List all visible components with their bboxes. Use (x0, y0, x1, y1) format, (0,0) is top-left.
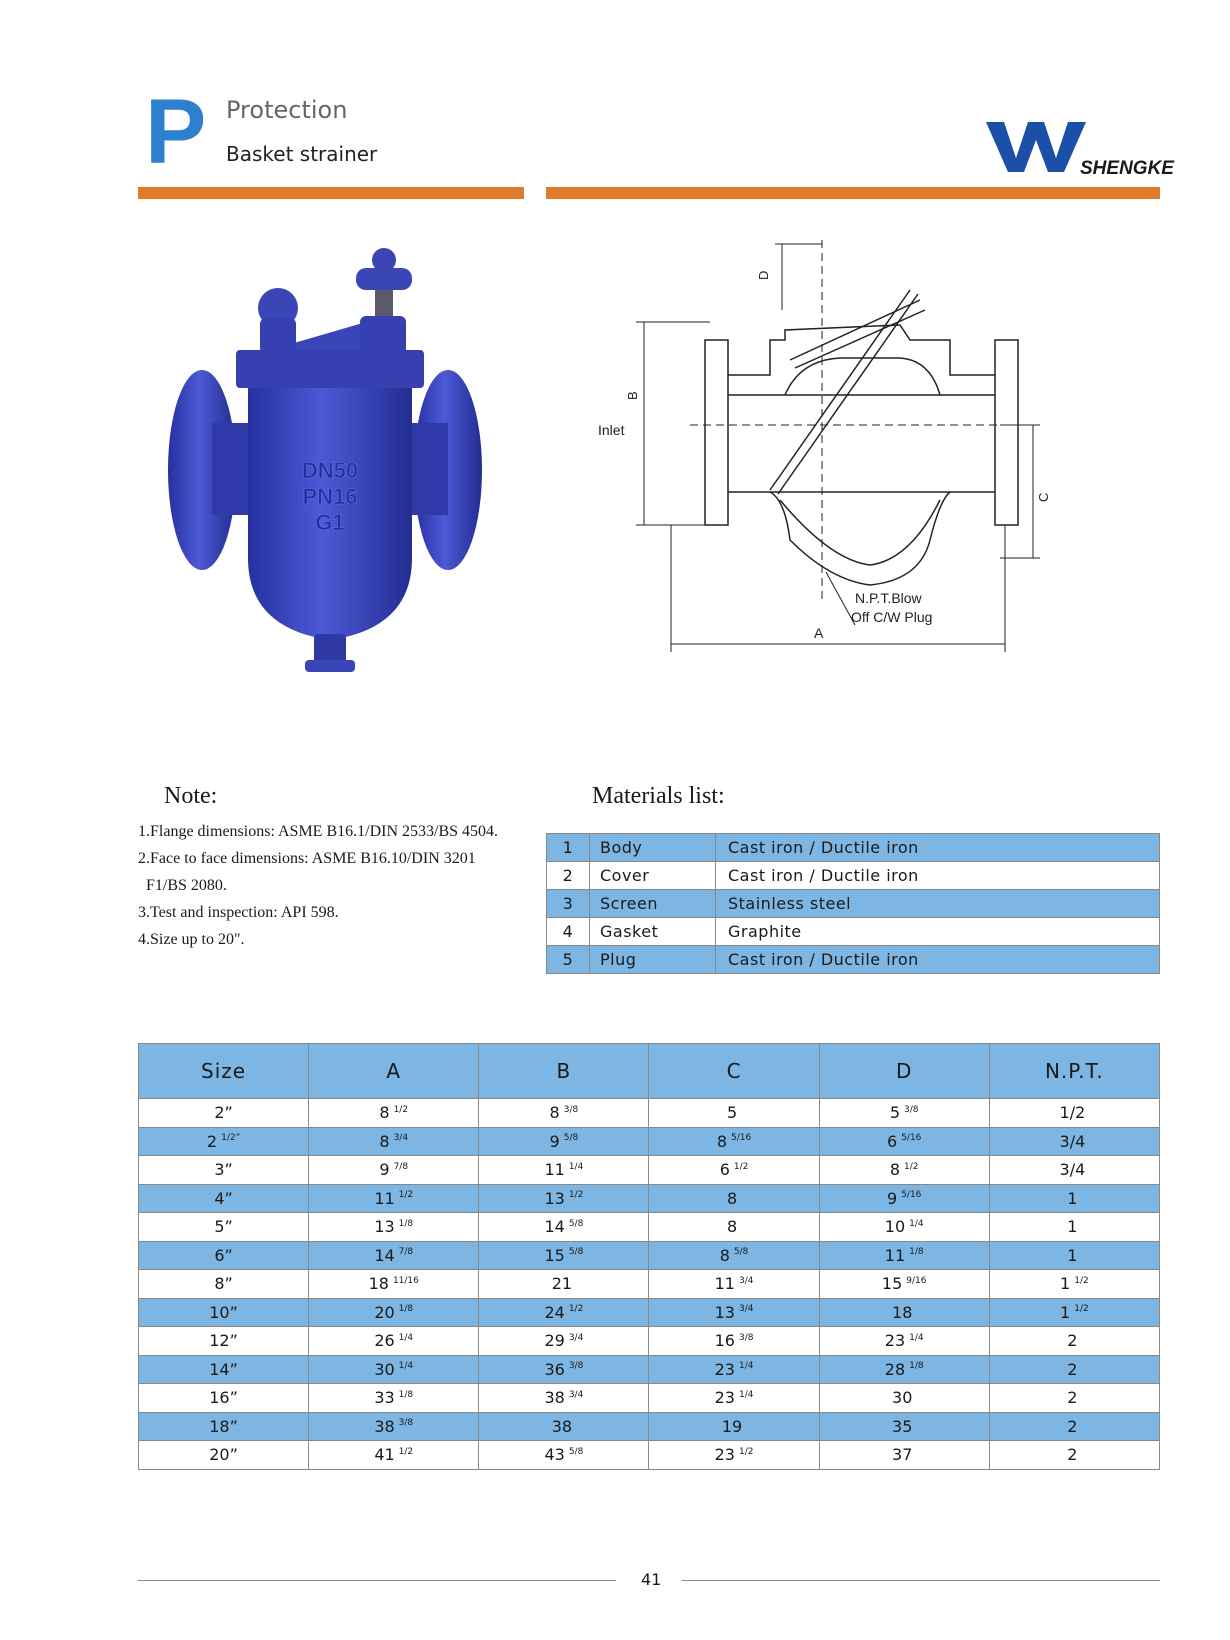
table-row (139, 1441, 1160, 1470)
cell-value: 1 (1067, 1188, 1078, 1208)
cell-value: 15 (881, 1274, 903, 1294)
cell-value: 5 (889, 1103, 901, 1123)
dimensions-header-row (139, 1044, 1160, 1099)
cell-fraction: 1/2 (904, 1161, 919, 1172)
cell-fraction: 3/4 (393, 1133, 409, 1144)
cell-value: 8 (214, 1274, 225, 1294)
cell-value: 14 (374, 1245, 395, 1265)
table-cell (649, 1384, 819, 1413)
table-cell (139, 1355, 309, 1384)
table-row (139, 1412, 1160, 1441)
table-cell (649, 1184, 819, 1213)
table-cell (309, 1298, 479, 1327)
cell-value: 6 (887, 1131, 898, 1151)
table-cell (309, 1441, 479, 1470)
table-cell (479, 1241, 649, 1270)
table-row (139, 1298, 1160, 1327)
table-row (139, 1241, 1160, 1270)
cell-value: 3 (214, 1160, 225, 1180)
cell-value: 38 (551, 1416, 573, 1436)
cell-fraction: 1/2 (733, 1161, 749, 1172)
cell-value: 23 (884, 1331, 906, 1351)
cell-value: 11 (374, 1188, 395, 1208)
table-cell (309, 1327, 479, 1356)
cell-fraction: 3/4 (738, 1304, 754, 1315)
cell-fraction: 1/4 (738, 1389, 754, 1400)
table-cell (819, 1156, 989, 1185)
cell-value: 41 (374, 1445, 395, 1465)
cell-value: 18 (368, 1274, 389, 1294)
table-row (139, 1099, 1160, 1128)
cell-fraction: 1/4 (909, 1218, 924, 1229)
dim-label-a: A (814, 625, 824, 641)
cell-fraction: 1/2” (221, 1133, 241, 1144)
part-material: Graphite (716, 918, 1160, 946)
cell-fraction: ” (229, 1302, 238, 1322)
cell-value: 8 (379, 1131, 390, 1151)
cell-value: 20 (374, 1302, 395, 1322)
table-row (139, 1213, 1160, 1242)
cell-fraction: 7/8 (398, 1247, 414, 1258)
cell-value: 9 (549, 1131, 560, 1151)
cell-fraction: 1/8 (909, 1247, 924, 1258)
cell-value: 10 (884, 1217, 906, 1237)
table-cell (479, 1156, 649, 1185)
table-cell (309, 1384, 479, 1413)
cell-value: 14 (544, 1217, 565, 1237)
cell-value: 6 (719, 1160, 730, 1180)
table-cell (479, 1213, 649, 1242)
col-header-size: Size (139, 1044, 309, 1099)
table-cell (139, 1327, 309, 1356)
cell-fraction: 1/4 (398, 1361, 414, 1372)
cell-value: 38 (374, 1416, 395, 1436)
table-cell (139, 1412, 309, 1441)
materials-row (547, 890, 1160, 918)
cell-fraction: 5/8 (568, 1247, 584, 1258)
cell-value: 1 (1060, 1302, 1071, 1322)
cell-value: 21 (551, 1274, 573, 1294)
table-cell (819, 1355, 989, 1384)
part-name: Cover (590, 862, 716, 890)
dim-label-c: C (1036, 492, 1051, 502)
notes-list (138, 818, 498, 953)
table-cell (139, 1384, 309, 1413)
cell-fraction: 3/8 (904, 1104, 919, 1115)
cell-fraction: 5/8 (733, 1247, 749, 1258)
table-cell (989, 1184, 1159, 1213)
cell-fraction: 5/8 (563, 1133, 579, 1144)
dim-label-b: B (625, 391, 640, 400)
section-letter: P (145, 81, 207, 183)
cell-value: 3/4 (1059, 1160, 1086, 1180)
cell-value: 14 (209, 1359, 230, 1379)
cell-value: 43 (544, 1445, 565, 1465)
cell-value: 6 (214, 1245, 225, 1265)
cell-value: 2 (1067, 1359, 1078, 1379)
col-header-npt: N.P.T. (989, 1044, 1159, 1099)
part-name: Body (590, 834, 716, 862)
cell-fraction: ” (224, 1217, 233, 1237)
cell-value: 9 (887, 1188, 898, 1208)
table-cell (649, 1156, 819, 1185)
cell-value: 33 (374, 1388, 395, 1408)
table-cell (309, 1184, 479, 1213)
cell-value: 28 (884, 1359, 906, 1379)
table-cell (479, 1327, 649, 1356)
cell-fraction: 5/8 (568, 1218, 584, 1229)
cell-fraction: ” (224, 1274, 233, 1294)
table-cell (819, 1184, 989, 1213)
cell-fraction: ” (224, 1188, 233, 1208)
table-cell (819, 1384, 989, 1413)
cell-fraction: 1/2 (398, 1190, 414, 1201)
cell-fraction: ” (224, 1160, 233, 1180)
part-material: Cast iron / Ductile iron (716, 862, 1160, 890)
part-material: Cast iron / Ductile iron (716, 834, 1160, 862)
part-number: 3 (547, 890, 590, 918)
materials-row (547, 918, 1160, 946)
part-material: Cast iron / Ductile iron (716, 946, 1160, 974)
note-item: F1/BS 2080. (138, 877, 227, 894)
table-cell (309, 1156, 479, 1185)
table-cell (139, 1156, 309, 1185)
part-name: Gasket (590, 918, 716, 946)
cell-value: 1 (1060, 1274, 1071, 1294)
cell-value: 2 (1067, 1331, 1078, 1351)
table-cell (989, 1355, 1159, 1384)
cell-fraction: 1/4 (568, 1161, 584, 1172)
footer-rule-right (682, 1580, 1160, 1581)
dim-label-d: D (756, 270, 771, 280)
cell-value: 16 (714, 1331, 735, 1351)
table-cell (479, 1441, 649, 1470)
cell-value: 5 (214, 1217, 225, 1237)
table-cell (309, 1355, 479, 1384)
header-rule-right (546, 187, 1160, 199)
cell-value: 23 (714, 1445, 735, 1465)
cell-value: 38 (544, 1388, 565, 1408)
product-photo (160, 248, 500, 698)
cell-value: 8 (719, 1245, 730, 1265)
cast-text-1: DN50 (301, 458, 359, 483)
cell-value: 8 (726, 1188, 738, 1208)
table-cell (649, 1298, 819, 1327)
table-cell (479, 1384, 649, 1413)
table-cell (479, 1355, 649, 1384)
cell-value: 5 (726, 1103, 738, 1123)
table-cell (989, 1412, 1159, 1441)
cell-value: 12 (209, 1331, 230, 1351)
table-cell (479, 1412, 649, 1441)
cast-text-2: PN16 (302, 484, 358, 509)
cell-fraction: 1/4 (738, 1361, 754, 1372)
cell-value: 11 (884, 1245, 906, 1265)
materials-title: Materials list: (592, 783, 725, 809)
cell-value: 26 (374, 1331, 395, 1351)
cell-fraction: ” (229, 1445, 238, 1465)
note-item: 3.Test and inspection: API 598. (138, 904, 339, 921)
cell-value: 8 (716, 1131, 728, 1151)
cell-fraction: 3/4 (568, 1332, 584, 1343)
table-cell (139, 1441, 309, 1470)
table-cell (989, 1213, 1159, 1242)
cell-fraction: ” (224, 1245, 233, 1265)
table-cell (649, 1099, 819, 1128)
cell-fraction: 3/4 (568, 1389, 584, 1400)
table-cell (139, 1213, 309, 1242)
dimension-drawing (600, 240, 1080, 690)
cell-value: 1 (1067, 1245, 1078, 1265)
cell-value: 8 (549, 1103, 560, 1123)
table-cell (989, 1298, 1159, 1327)
part-number: 1 (547, 834, 590, 862)
cell-value: 15 (544, 1245, 565, 1265)
table-cell (819, 1441, 989, 1470)
cell-fraction: 3/8 (563, 1104, 579, 1115)
table-cell (989, 1441, 1159, 1470)
table-cell (819, 1213, 989, 1242)
table-row (139, 1184, 1160, 1213)
part-number: 5 (547, 946, 590, 974)
part-number: 4 (547, 918, 590, 946)
cell-fraction: 11/16 (392, 1275, 419, 1286)
cell-value: 35 (892, 1416, 913, 1436)
cell-fraction: 3/8 (568, 1361, 584, 1372)
cell-value: 18 (209, 1416, 230, 1436)
cell-value: 37 (892, 1445, 913, 1465)
cell-fraction: 1/8 (909, 1361, 924, 1372)
product-title: Basket strainer (226, 142, 378, 166)
cell-value: 29 (544, 1331, 565, 1351)
table-cell (989, 1270, 1159, 1299)
note-item: 1.Flange dimensions: ASME B16.1/DIN 2533/BS 4504. (138, 823, 499, 840)
table-cell (819, 1298, 989, 1327)
table-cell (309, 1127, 479, 1156)
cell-value: 1 (1067, 1217, 1078, 1237)
cell-value: 10 (209, 1302, 230, 1322)
table-cell (649, 1412, 819, 1441)
table-cell (139, 1099, 309, 1128)
npt-label-2: Off C/W Plug (851, 609, 933, 625)
materials-table (546, 833, 1160, 974)
table-cell (989, 1156, 1159, 1185)
table-cell (309, 1213, 479, 1242)
table-cell (139, 1298, 309, 1327)
cell-fraction: 3/8 (398, 1418, 414, 1429)
npt-label-1: N.P.T.Blow (855, 590, 922, 606)
part-name: Screen (590, 890, 716, 918)
cell-value: 11 (544, 1160, 565, 1180)
table-cell (819, 1127, 989, 1156)
table-cell (309, 1270, 479, 1299)
table-cell (989, 1327, 1159, 1356)
cell-value: 2 (1067, 1445, 1078, 1465)
cell-fraction: 3/4 (738, 1275, 754, 1286)
category-title: Protection (226, 96, 348, 124)
note-item: 2.Face to face dimensions: ASME B16.10/DIN 3201 (138, 850, 476, 867)
table-cell (479, 1184, 649, 1213)
table-row (139, 1384, 1160, 1413)
notes-title: Note: (164, 783, 218, 809)
cell-fraction: 1/8 (398, 1304, 414, 1315)
table-cell (649, 1270, 819, 1299)
cell-value: 30 (374, 1359, 395, 1379)
cell-fraction: ” (229, 1331, 238, 1351)
table-cell (139, 1241, 309, 1270)
cell-value: 30 (892, 1388, 913, 1408)
table-cell (309, 1099, 479, 1128)
cell-fraction: 3/8 (738, 1332, 754, 1343)
header-rule-left (138, 187, 524, 199)
table-cell (649, 1127, 819, 1156)
cell-fraction: 5/8 (568, 1446, 584, 1457)
table-cell (649, 1355, 819, 1384)
cell-fraction: ” (229, 1359, 238, 1379)
cell-value: 8 (379, 1103, 390, 1123)
table-cell (139, 1270, 309, 1299)
cell-fraction: 1/4 (398, 1332, 414, 1343)
table-cell (649, 1213, 819, 1242)
cell-fraction: 1/2 (1074, 1275, 1089, 1286)
table-cell (819, 1270, 989, 1299)
cell-value: 20 (209, 1445, 230, 1465)
table-cell (819, 1327, 989, 1356)
table-cell (989, 1099, 1159, 1128)
table-cell (989, 1127, 1159, 1156)
inlet-label: Inlet (598, 422, 625, 438)
table-cell (649, 1327, 819, 1356)
table-cell (139, 1184, 309, 1213)
materials-row (547, 946, 1160, 974)
table-cell (139, 1127, 309, 1156)
cell-value: 11 (714, 1274, 735, 1294)
part-material: Stainless steel (716, 890, 1160, 918)
cell-fraction: 9/16 (906, 1275, 927, 1286)
cell-value: 16 (209, 1388, 230, 1408)
page-number: 41 (641, 1570, 662, 1589)
table-row (139, 1270, 1160, 1299)
cell-fraction: 7/8 (393, 1161, 409, 1172)
table-cell (309, 1412, 479, 1441)
cell-value: 4 (214, 1188, 225, 1208)
materials-row (547, 862, 1160, 890)
cell-fraction: 1/2 (393, 1104, 409, 1115)
table-cell (819, 1412, 989, 1441)
cell-fraction: 1/8 (398, 1389, 414, 1400)
col-header-c: C (649, 1044, 819, 1099)
cell-value: 23 (714, 1388, 735, 1408)
dimensions-body (139, 1099, 1160, 1470)
materials-row (547, 834, 1160, 862)
cell-value: 19 (721, 1416, 743, 1436)
note-item: 4.Size up to 20". (138, 931, 245, 948)
table-cell (479, 1099, 649, 1128)
table-row (139, 1156, 1160, 1185)
cell-value: 23 (714, 1359, 735, 1379)
cell-fraction: 1/2 (738, 1446, 754, 1457)
table-cell (309, 1241, 479, 1270)
cell-value: 24 (544, 1302, 565, 1322)
col-header-a: A (309, 1044, 479, 1099)
col-header-b: B (479, 1044, 649, 1099)
dimensions-table (138, 1043, 1160, 1470)
table-cell (649, 1441, 819, 1470)
table-cell (479, 1298, 649, 1327)
table-cell (649, 1241, 819, 1270)
cell-fraction: ” (224, 1103, 233, 1123)
footer-rule-left (138, 1580, 616, 1581)
table-row (139, 1127, 1160, 1156)
brand-name: SHENGKE (1080, 158, 1174, 179)
table-row (139, 1355, 1160, 1384)
cell-value: 13 (374, 1217, 395, 1237)
cell-value: 13 (714, 1302, 735, 1322)
part-name: Plug (590, 946, 716, 974)
cell-fraction: 5/16 (901, 1133, 922, 1144)
cell-value: 8 (726, 1217, 738, 1237)
cell-fraction: 1/2 (568, 1190, 584, 1201)
cell-fraction: 1/4 (909, 1332, 924, 1343)
cell-fraction: 5/16 (731, 1133, 752, 1144)
table-cell (819, 1099, 989, 1128)
table-cell (989, 1241, 1159, 1270)
table-cell (479, 1270, 649, 1299)
cell-value: 13 (544, 1188, 565, 1208)
col-header-d: D (819, 1044, 989, 1099)
cell-value: 1/2 (1059, 1103, 1086, 1123)
table-cell (989, 1384, 1159, 1413)
cell-value: 2 (1067, 1416, 1078, 1436)
cell-fraction: 5/16 (901, 1190, 922, 1201)
cell-fraction: 1/2 (1074, 1304, 1089, 1315)
brand-logo (984, 118, 1174, 179)
cell-value: 2 (214, 1103, 225, 1123)
cell-fraction: 1/8 (398, 1218, 414, 1229)
table-cell (819, 1241, 989, 1270)
cell-fraction: ” (229, 1416, 238, 1436)
table-row (139, 1327, 1160, 1356)
cast-text-3: G1 (315, 510, 345, 535)
cell-fraction: ” (229, 1388, 238, 1408)
cell-value: 36 (544, 1359, 565, 1379)
table-cell (479, 1127, 649, 1156)
cell-value: 2 (1067, 1388, 1078, 1408)
part-number: 2 (547, 862, 590, 890)
cell-value: 18 (892, 1302, 913, 1322)
cell-value: 3/4 (1059, 1131, 1086, 1151)
cell-value: 9 (379, 1160, 390, 1180)
cell-value: 2 (206, 1131, 218, 1151)
cell-fraction: 1/2 (568, 1304, 584, 1315)
cell-value: 8 (889, 1160, 901, 1180)
cell-fraction: 1/2 (398, 1446, 414, 1457)
